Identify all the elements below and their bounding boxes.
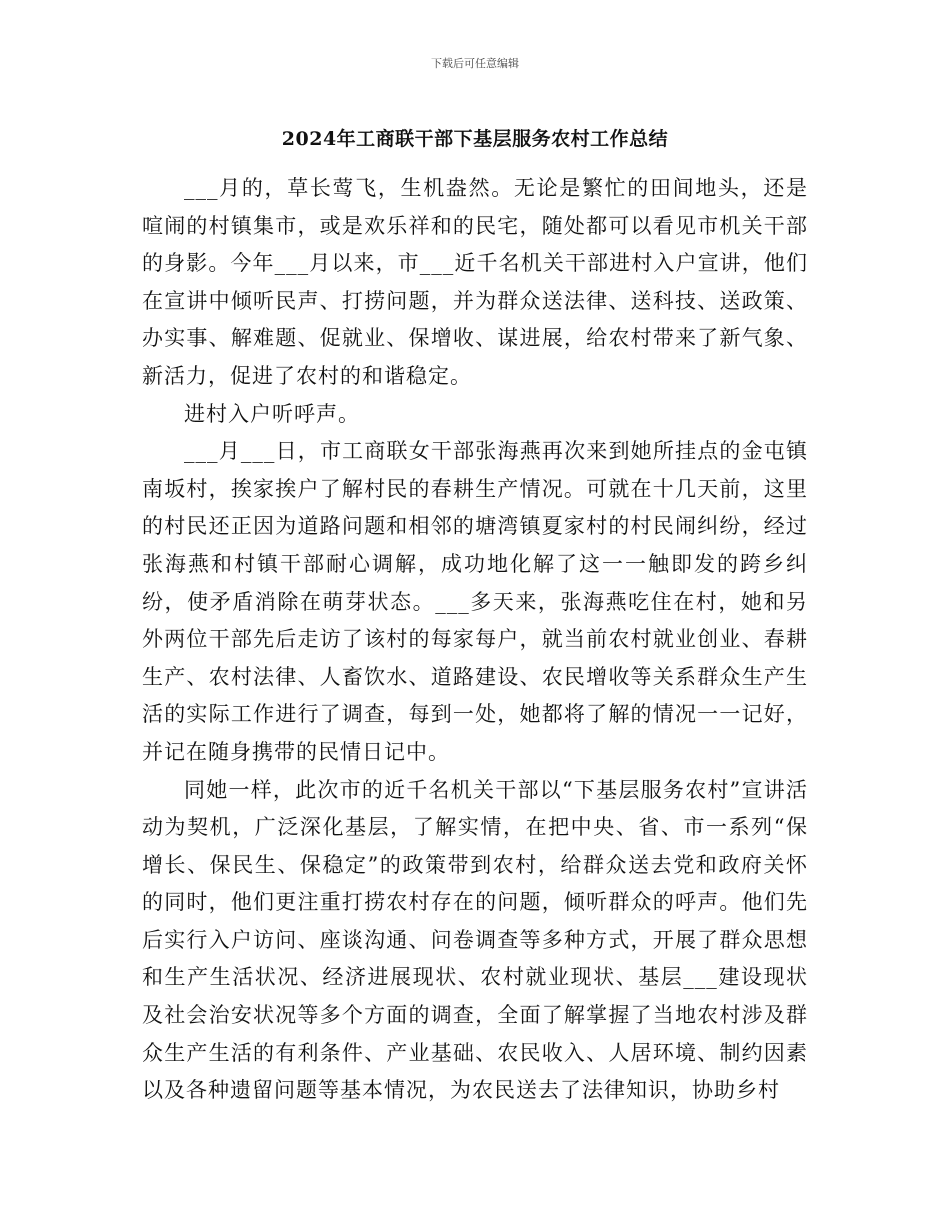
- paragraph-intro: ___月的，草长莺飞，生机盎然。无论是繁忙的田间地头，还是喧闹的村镇集市，或是欢乐祥和的民宅，随处都可以看见市机关干部的身影。今年___月以来，市___近千名机关干部进村入户宣讲，他们在宣讲中倾听民声、打捞问题，并为群众送法律、送科技、送政策、办实事、解难题、促就业、保增收、谋进展，给农村带来了新气象、新活力，促进了农村的和谐稳定。: [142, 176, 808, 388]
- page-header: 下载后可任意编辑: [431, 57, 519, 70]
- section-heading: 进村入户听呼声。: [184, 401, 360, 426]
- document-title: 2024年工商联干部下基层服务农村工作总结: [281, 128, 669, 150]
- document-body: [142, 170, 808, 1110]
- paragraph-summary: 同她一样，此次市的近千名机关干部以“下基层服务农村”宣讲活动为契机，广泛深化基层，了解实情，在把中央、省、市一系列“保增长、保民生、保稳定”的政策带到农村，给群众送去党和政府关怀的同时，他们更注重打捞农村存在的问题，倾听群众的呼声。他们先后实行入户访问、座谈沟通、问卷调查等多种方式，开展了群众思想和生产生活状况、经济进展现状、农村就业现状、基层___建设现状及社会治安状况等多个方面的调查，全面了解掌握了当地农村涉及群众生产生活的有利条件、产业基础、农民收入、人居环境、制约因素以及各种遗留问题等基本情况，为农民送去了法律知识，协助乡村: [142, 777, 808, 1103]
- paragraph-case: ___月___日，市工商联女干部张海燕再次来到她所挂点的金屯镇南坂村，挨家挨户了解村民的春耕生产情况。可就在十几天前，这里的村民还正因为道路问题和相邻的塘湾镇夏家村的村民闹纠纷，经过张海燕和村镇干部耐心调解，成功地化解了这一一触即发的跨乡纠纷，使矛盾消除在萌芽状态。___多天来，张海燕吃住在村，她和另外两位干部先后走访了该村的每家每户，就当前农村就业创业、春耕生产、农村法律、人畜饮水、道路建设、农民增收等关系群众生产生活的实际工作进行了调查，每到一处，她都将了解的情况一一记好，并记在随身携带的民情日记中。: [142, 439, 808, 764]
